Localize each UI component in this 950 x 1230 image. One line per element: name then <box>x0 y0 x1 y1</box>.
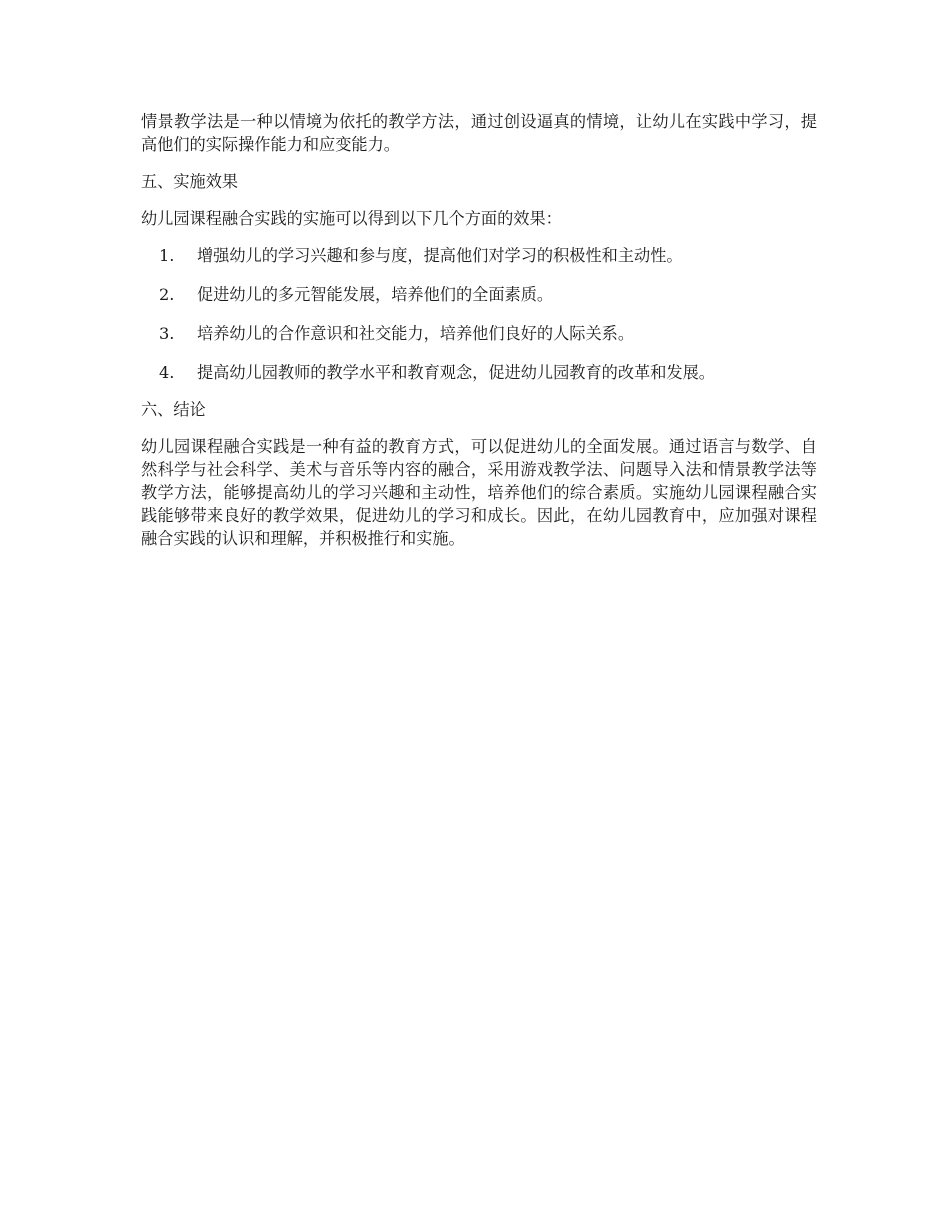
conclusion-paragraph: 幼儿园课程融合实践是一种有益的教育方式，可以促进幼儿的全面发展。通过语言与数学、自然科学与社会科学、美术与音乐等内容的融合，采用游戏教学法、问题导入法和情景教学法等教学方法，能够提高幼儿的学习兴趣和主动性，培养他们的综合素质。实施幼儿园课程融合实践能够带来良好的教学效果，促进幼儿的学习和成长。因此，在幼儿园教育中，应加强对课程融合实践的认识和理解，并积极推行和实施。 <box>141 437 817 548</box>
list-item-number: 2. <box>159 285 175 304</box>
document-content <box>141 110 817 564</box>
list-item <box>141 244 817 267</box>
list-item-text: 增强幼儿的学习兴趣和参与度，提高他们对学习的积极性和主动性。 <box>197 246 683 265</box>
section-heading-implementation-effects: 五、实施效果 <box>141 172 239 191</box>
list-item <box>141 322 817 345</box>
effects-list <box>141 244 817 384</box>
list-item-text: 促进幼儿的多元智能发展，培养他们的全面素质。 <box>197 285 554 304</box>
list-item <box>141 361 817 384</box>
section-lead-paragraph: 幼儿园课程融合实践的实施可以得到以下几个方面的效果： <box>141 209 562 228</box>
list-item <box>141 283 817 306</box>
list-item-text: 培养幼儿的合作意识和社交能力，培养他们良好的人际关系。 <box>197 324 635 343</box>
list-item-number: 1. <box>159 246 175 265</box>
intro-paragraph: 情景教学法是一种以情境为依托的教学方法，通过创设逼真的情境，让幼儿在实践中学习，提高他们的实际操作能力和应变能力。 <box>141 112 817 154</box>
section-heading-conclusion: 六、结论 <box>141 400 206 419</box>
list-item-number: 3. <box>159 324 175 343</box>
list-item-number: 4. <box>159 363 175 382</box>
list-item-text: 提高幼儿园教师的教学水平和教育观念，促进幼儿园教育的改革和发展。 <box>197 363 715 382</box>
